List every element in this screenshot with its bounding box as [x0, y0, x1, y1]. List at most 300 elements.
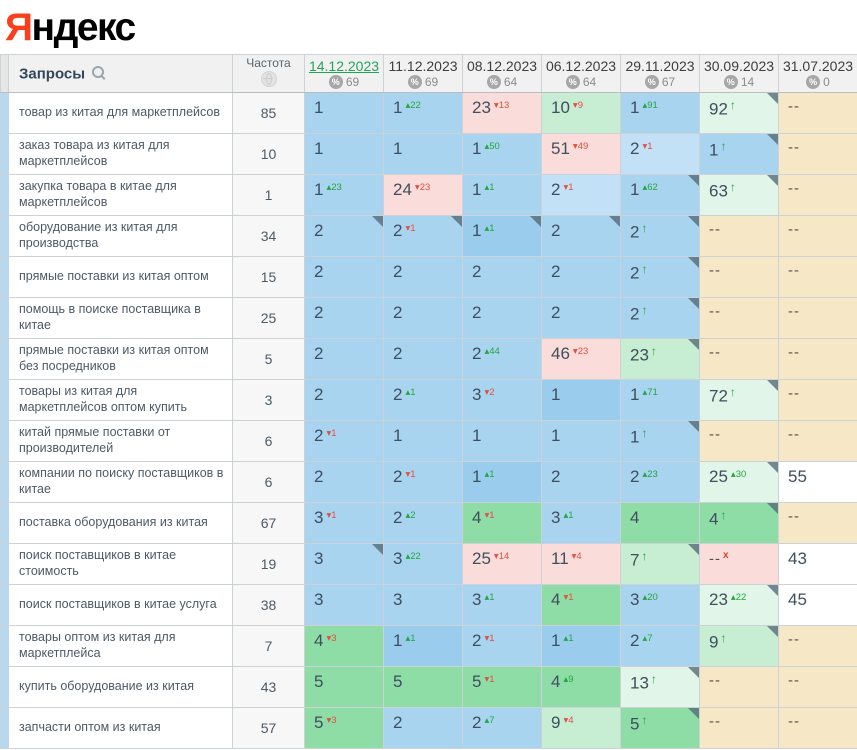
snippet-corner-icon[interactable] — [688, 298, 699, 309]
position-value: 4 — [472, 508, 482, 527]
snippet-corner-icon[interactable] — [688, 667, 699, 678]
header-strip — [1, 55, 9, 93]
position-cell[interactable] — [384, 257, 463, 298]
position-value: 23 — [630, 345, 649, 365]
position-cell[interactable] — [779, 339, 857, 380]
position-cell[interactable] — [700, 175, 779, 216]
snippet-corner-icon[interactable] — [609, 216, 620, 227]
position-value: 2 — [551, 180, 561, 199]
position-value: 1 — [393, 426, 403, 445]
date-label[interactable]: 31.07.2023 — [782, 58, 854, 74]
query-cell[interactable]: компании по поиску поставщиков в китае — [9, 462, 233, 503]
frequency-cell: 19 — [233, 544, 305, 585]
position-value: 4 — [314, 631, 324, 650]
position-cell[interactable] — [542, 544, 621, 585]
position-cell[interactable] — [700, 626, 779, 667]
position-cell[interactable] — [305, 298, 384, 339]
position-cell[interactable] — [700, 503, 779, 544]
position-value: 2 — [314, 426, 324, 445]
position-cell[interactable] — [542, 93, 621, 134]
table-row — [1, 298, 857, 339]
row-select-strip[interactable] — [1, 216, 9, 257]
position-change-down: ▾1 — [326, 427, 337, 439]
position-cell[interactable] — [463, 421, 542, 462]
percent-badge-icon: % — [408, 75, 422, 89]
position-cell[interactable] — [779, 462, 857, 503]
position-cell[interactable] — [384, 667, 463, 708]
new-position-arrow-icon: ↑ — [641, 426, 648, 440]
position-change-down: ▾4 — [571, 550, 582, 562]
position-value: -- — [788, 139, 800, 156]
snippet-corner-icon[interactable] — [767, 175, 778, 186]
position-cell[interactable] — [700, 667, 779, 708]
position-value: -- — [788, 508, 800, 525]
position-cell[interactable] — [305, 708, 384, 749]
globe-icon[interactable] — [261, 71, 277, 87]
position-cell[interactable] — [384, 626, 463, 667]
search-icon[interactable] — [92, 66, 107, 80]
position-value: 25 — [472, 549, 491, 568]
position-cell[interactable] — [542, 339, 621, 380]
position-cell[interactable] — [384, 585, 463, 626]
row-select-strip[interactable] — [1, 585, 9, 626]
visibility-row — [384, 75, 462, 89]
position-cell[interactable] — [700, 298, 779, 339]
position-value: 5 — [393, 672, 403, 691]
table-row — [1, 667, 857, 708]
position-change-down: ▾9 — [572, 99, 583, 111]
position-cell[interactable] — [700, 585, 779, 626]
logo-rest: ндекс — [31, 6, 135, 49]
query-cell[interactable]: товары оптом из китая для маркетплейса — [9, 626, 233, 667]
table-row — [1, 462, 857, 503]
position-change-down: ▾1 — [326, 509, 337, 521]
visibility-count: 14 — [740, 75, 755, 89]
position-cell[interactable] — [305, 175, 384, 216]
position-cell[interactable] — [384, 421, 463, 462]
position-cell[interactable] — [384, 175, 463, 216]
position-value: -- — [788, 98, 800, 115]
position-cell[interactable] — [463, 667, 542, 708]
position-cell[interactable] — [542, 462, 621, 503]
position-cell[interactable] — [621, 462, 700, 503]
query-cell[interactable]: китай прямые поставки от производителей — [9, 421, 233, 462]
position-cell[interactable] — [463, 257, 542, 298]
query-cell[interactable]: прямые поставки из китая оптом — [9, 257, 233, 298]
frequency-header-label: Частота — [246, 56, 291, 70]
position-cell[interactable] — [305, 462, 384, 503]
row-select-strip[interactable] — [1, 339, 9, 380]
new-position-arrow-icon: ↑ — [650, 672, 657, 686]
snippet-corner-icon[interactable] — [767, 626, 778, 637]
position-value: -- — [788, 344, 800, 361]
position-cell[interactable] — [779, 298, 857, 339]
row-select-strip[interactable] — [1, 626, 9, 667]
position-cell[interactable] — [384, 134, 463, 175]
row-select-strip[interactable] — [1, 380, 9, 421]
position-cell[interactable] — [621, 626, 700, 667]
position-cell[interactable] — [463, 339, 542, 380]
position-cell[interactable] — [384, 544, 463, 585]
position-cell[interactable] — [542, 421, 621, 462]
date-column-header[interactable] — [621, 55, 700, 93]
position-cell[interactable] — [305, 339, 384, 380]
snippet-corner-icon[interactable] — [767, 585, 778, 596]
position-cell[interactable] — [700, 421, 779, 462]
position-cell[interactable] — [621, 503, 700, 544]
position-cell[interactable] — [542, 380, 621, 421]
position-change-up: ▴20 — [642, 591, 658, 603]
position-value: 24 — [393, 180, 412, 199]
position-cell[interactable] — [542, 667, 621, 708]
queries-header — [9, 55, 233, 93]
position-cell[interactable] — [621, 544, 700, 585]
position-change-down: ▾23 — [414, 181, 431, 193]
position-change-up: ▴1 — [405, 632, 416, 644]
visibility-row — [542, 75, 620, 89]
row-select-strip[interactable] — [1, 667, 9, 708]
position-value: 4 — [551, 672, 561, 691]
position-change-down: ▾3 — [326, 632, 337, 644]
position-cell[interactable] — [779, 421, 857, 462]
row-select-strip[interactable] — [1, 421, 9, 462]
position-value: 2 — [393, 303, 403, 322]
position-cell[interactable] — [621, 380, 700, 421]
position-value: -- — [788, 303, 800, 320]
position-cell[interactable] — [779, 585, 857, 626]
frequency-cell: 38 — [233, 585, 305, 626]
position-value: 7 — [630, 550, 640, 570]
visibility-count: 64 — [582, 75, 597, 89]
position-change-up: ▴22 — [730, 591, 747, 603]
position-cell[interactable] — [384, 380, 463, 421]
date-column-header[interactable] — [463, 55, 542, 93]
date-column-header[interactable] — [384, 55, 463, 93]
visibility-row — [305, 75, 383, 89]
position-cell[interactable] — [700, 93, 779, 134]
position-cell[interactable] — [700, 462, 779, 503]
date-label[interactable]: 14.12.2023 — [308, 58, 380, 74]
new-position-arrow-icon: ↑ — [641, 549, 648, 563]
position-value: 13 — [630, 673, 649, 693]
position-change-up: ▴62 — [642, 181, 658, 193]
position-cell[interactable] — [621, 216, 700, 257]
position-cell[interactable] — [779, 134, 857, 175]
query-cell[interactable]: товары из китая для маркетплейсов оптом купить — [9, 380, 233, 421]
position-value: 2 — [472, 631, 482, 650]
snippet-corner-icon[interactable] — [688, 708, 699, 719]
frequency-cell: 3 — [233, 380, 305, 421]
position-value: 5 — [472, 672, 482, 691]
position-cell[interactable] — [621, 298, 700, 339]
row-select-strip[interactable] — [1, 708, 9, 749]
position-value: 2 — [393, 221, 403, 240]
row-select-strip[interactable] — [1, 175, 9, 216]
position-cell[interactable] — [542, 585, 621, 626]
position-cell[interactable] — [700, 380, 779, 421]
snippet-corner-icon[interactable] — [372, 216, 383, 227]
position-cell[interactable] — [542, 216, 621, 257]
table-row — [1, 175, 857, 216]
position-cell[interactable] — [305, 134, 384, 175]
position-cell[interactable] — [384, 708, 463, 749]
date-label[interactable]: 29.11.2023 — [625, 58, 695, 74]
position-cell[interactable] — [305, 421, 384, 462]
position-cell[interactable] — [463, 93, 542, 134]
date-label[interactable]: 06.12.2023 — [545, 58, 617, 74]
position-cell[interactable] — [621, 134, 700, 175]
visibility-row — [779, 75, 857, 89]
position-cell[interactable] — [700, 339, 779, 380]
snippet-corner-icon[interactable] — [767, 134, 778, 145]
position-cell[interactable] — [621, 667, 700, 708]
snippet-corner-icon[interactable] — [530, 216, 541, 227]
table-row — [1, 380, 857, 421]
position-cell[interactable] — [463, 134, 542, 175]
position-value: 2 — [393, 385, 403, 404]
row-select-strip[interactable] — [1, 462, 9, 503]
date-column-header[interactable] — [305, 55, 384, 93]
position-value: 2 — [551, 262, 561, 281]
position-value: 2 — [630, 631, 640, 650]
position-value: 3 — [393, 549, 403, 568]
frequency-cell: 25 — [233, 298, 305, 339]
position-value: -- — [788, 426, 800, 443]
snippet-corner-icon[interactable] — [688, 257, 699, 268]
query-cell[interactable]: прямые поставки из китая оптом без посредников — [9, 339, 233, 380]
position-cell[interactable] — [463, 216, 542, 257]
position-cell[interactable] — [779, 257, 857, 298]
visibility-row — [700, 75, 778, 89]
position-cell[interactable] — [384, 503, 463, 544]
position-cell[interactable] — [779, 503, 857, 544]
position-cell[interactable] — [463, 626, 542, 667]
position-value: 3 — [393, 590, 403, 609]
position-change-down: ▾23 — [572, 345, 589, 357]
frequency-cell: 5 — [233, 339, 305, 380]
position-value: 1 — [472, 180, 482, 199]
position-value: 1 — [551, 631, 561, 650]
position-change-down: ▾1 — [484, 509, 495, 521]
position-value: 72 — [709, 386, 728, 406]
position-cell[interactable] — [700, 544, 779, 585]
position-value: 1 — [393, 139, 403, 158]
snippet-corner-icon[interactable] — [688, 216, 699, 227]
row-select-strip[interactable] — [1, 544, 9, 585]
row-select-strip[interactable] — [1, 257, 9, 298]
position-value: 92 — [709, 99, 728, 119]
position-cell[interactable] — [305, 626, 384, 667]
position-cell[interactable] — [542, 626, 621, 667]
table-row — [1, 503, 857, 544]
frequency-cell: 15 — [233, 257, 305, 298]
position-cell[interactable] — [779, 544, 857, 585]
position-value: 2 — [472, 344, 482, 363]
position-cell[interactable] — [384, 93, 463, 134]
query-cell[interactable]: товар из китая для маркетплейсов — [9, 93, 233, 134]
position-cell[interactable] — [384, 298, 463, 339]
position-value: -- — [788, 180, 800, 197]
position-value: 55 — [788, 467, 807, 486]
position-cell[interactable] — [305, 257, 384, 298]
position-change-up: ▴22 — [405, 550, 421, 562]
table-row — [1, 626, 857, 667]
position-value: 2 — [393, 713, 403, 732]
position-cell[interactable] — [700, 257, 779, 298]
position-value: 2 — [393, 508, 403, 527]
position-value: 1 — [472, 139, 482, 158]
position-change-up: ▴7 — [484, 714, 495, 726]
position-change-down: ▾1 — [642, 140, 653, 152]
position-change-up: ▴1 — [563, 632, 574, 644]
position-change-down: ▾3 — [326, 714, 337, 726]
position-value: 43 — [788, 549, 807, 568]
position-cell[interactable] — [700, 134, 779, 175]
percent-badge-icon: % — [724, 75, 738, 89]
snippet-corner-icon[interactable] — [372, 544, 383, 555]
position-value: 9 — [551, 713, 561, 732]
position-cell[interactable] — [305, 544, 384, 585]
position-cell[interactable] — [463, 544, 542, 585]
visibility-row — [621, 75, 699, 89]
date-column-header[interactable] — [779, 55, 857, 93]
query-cell[interactable]: запчасти оптом из китая — [9, 708, 233, 749]
query-cell[interactable]: закупка товара в китае для маркетплейсов — [9, 175, 233, 216]
frequency-cell: 6 — [233, 421, 305, 462]
position-cell[interactable] — [621, 421, 700, 462]
position-cell[interactable] — [305, 503, 384, 544]
row-select-strip[interactable] — [1, 134, 9, 175]
position-change-up: ▴2 — [405, 509, 416, 521]
position-cell[interactable] — [779, 667, 857, 708]
date-label[interactable]: 08.12.2023 — [466, 58, 538, 74]
position-value: 5 — [314, 713, 324, 732]
row-select-strip[interactable] — [1, 298, 9, 339]
position-cell[interactable] — [542, 257, 621, 298]
position-cell[interactable] — [621, 339, 700, 380]
position-cell[interactable] — [384, 462, 463, 503]
position-cell[interactable] — [463, 175, 542, 216]
table-row — [1, 257, 857, 298]
visibility-count: 0 — [823, 75, 830, 89]
position-cell[interactable] — [779, 380, 857, 421]
position-cell[interactable] — [542, 175, 621, 216]
row-select-strip[interactable] — [1, 93, 9, 134]
position-cell[interactable] — [384, 339, 463, 380]
snippet-corner-icon[interactable] — [767, 503, 778, 514]
new-position-arrow-icon: ↑ — [729, 98, 736, 112]
query-cell[interactable]: помощь в поиске поставщика в китае — [9, 298, 233, 339]
position-cell[interactable] — [700, 708, 779, 749]
position-cell[interactable] — [384, 216, 463, 257]
table-row — [1, 708, 857, 749]
position-cell[interactable] — [463, 503, 542, 544]
frequency-cell: 7 — [233, 626, 305, 667]
position-cell[interactable] — [463, 462, 542, 503]
position-value: 1 — [393, 98, 403, 117]
position-cell[interactable] — [779, 93, 857, 134]
snippet-corner-icon[interactable] — [767, 380, 778, 391]
position-cell[interactable] — [463, 585, 542, 626]
position-value: 5 — [314, 672, 324, 691]
position-cell[interactable] — [463, 298, 542, 339]
position-cell[interactable] — [463, 380, 542, 421]
position-value: 11 — [551, 549, 569, 568]
query-cell[interactable]: купить оборудование из китая — [9, 667, 233, 708]
position-cell[interactable] — [779, 708, 857, 749]
position-cell[interactable] — [542, 503, 621, 544]
position-cell[interactable] — [542, 298, 621, 339]
position-cell[interactable] — [542, 708, 621, 749]
query-cell[interactable]: поставка оборудования из китая — [9, 503, 233, 544]
new-position-arrow-icon: ↑ — [720, 139, 727, 153]
position-value: 51 — [551, 139, 570, 158]
position-cell[interactable] — [700, 216, 779, 257]
position-cell[interactable] — [621, 257, 700, 298]
row-select-strip[interactable] — [1, 503, 9, 544]
position-cell[interactable] — [779, 626, 857, 667]
position-cell[interactable] — [621, 585, 700, 626]
percent-badge-icon: % — [806, 75, 820, 89]
query-cell[interactable]: заказ товара из китая для маркетплейсов — [9, 134, 233, 175]
snippet-corner-icon[interactable] — [688, 175, 699, 186]
position-cell[interactable] — [305, 380, 384, 421]
date-column-header[interactable] — [700, 55, 779, 93]
position-value: -- — [788, 713, 800, 730]
date-label[interactable]: 11.12.2023 — [388, 58, 458, 74]
query-cell[interactable]: поиск поставщиков в китае стоимость — [9, 544, 233, 585]
position-value: 1 — [630, 385, 640, 404]
query-cell[interactable]: поиск поставщиков в китае услуга — [9, 585, 233, 626]
position-cell[interactable] — [621, 708, 700, 749]
position-cell[interactable] — [305, 667, 384, 708]
date-label[interactable]: 30.09.2023 — [703, 58, 775, 74]
position-value: 1 — [630, 98, 640, 117]
snippet-corner-icon[interactable] — [767, 462, 778, 473]
position-cell[interactable] — [621, 93, 700, 134]
position-change-down: ▾1 — [484, 673, 495, 685]
snippet-corner-icon[interactable] — [688, 339, 699, 350]
position-cell[interactable] — [305, 585, 384, 626]
position-change-down: ▾13 — [493, 99, 510, 111]
snippet-corner-icon[interactable] — [451, 216, 462, 227]
position-value: 25 — [709, 467, 728, 486]
position-value: 3 — [551, 508, 561, 527]
position-cell[interactable] — [621, 175, 700, 216]
date-column-header[interactable] — [542, 55, 621, 93]
table-row — [1, 93, 857, 134]
position-value: 46 — [551, 344, 570, 363]
query-cell[interactable]: оборудование из китая для производства — [9, 216, 233, 257]
position-change-up: ▴1 — [484, 591, 495, 603]
position-change-up: ▴50 — [484, 140, 500, 152]
position-value: -- — [709, 426, 721, 443]
position-cell[interactable] — [305, 216, 384, 257]
snippet-corner-icon[interactable] — [688, 544, 699, 555]
snippet-corner-icon[interactable] — [688, 421, 699, 432]
position-cell[interactable] — [542, 134, 621, 175]
position-change-down: ▾49 — [572, 140, 589, 152]
position-change-up: ▴1 — [484, 468, 495, 480]
snippet-corner-icon[interactable] — [767, 93, 778, 104]
position-cell[interactable] — [305, 93, 384, 134]
position-change-up: ▴30 — [730, 468, 747, 480]
position-value: 2 — [472, 262, 482, 281]
new-position-arrow-icon: ↑ — [720, 508, 727, 522]
position-cell[interactable] — [463, 708, 542, 749]
position-cell[interactable] — [779, 175, 857, 216]
position-cell[interactable] — [779, 216, 857, 257]
